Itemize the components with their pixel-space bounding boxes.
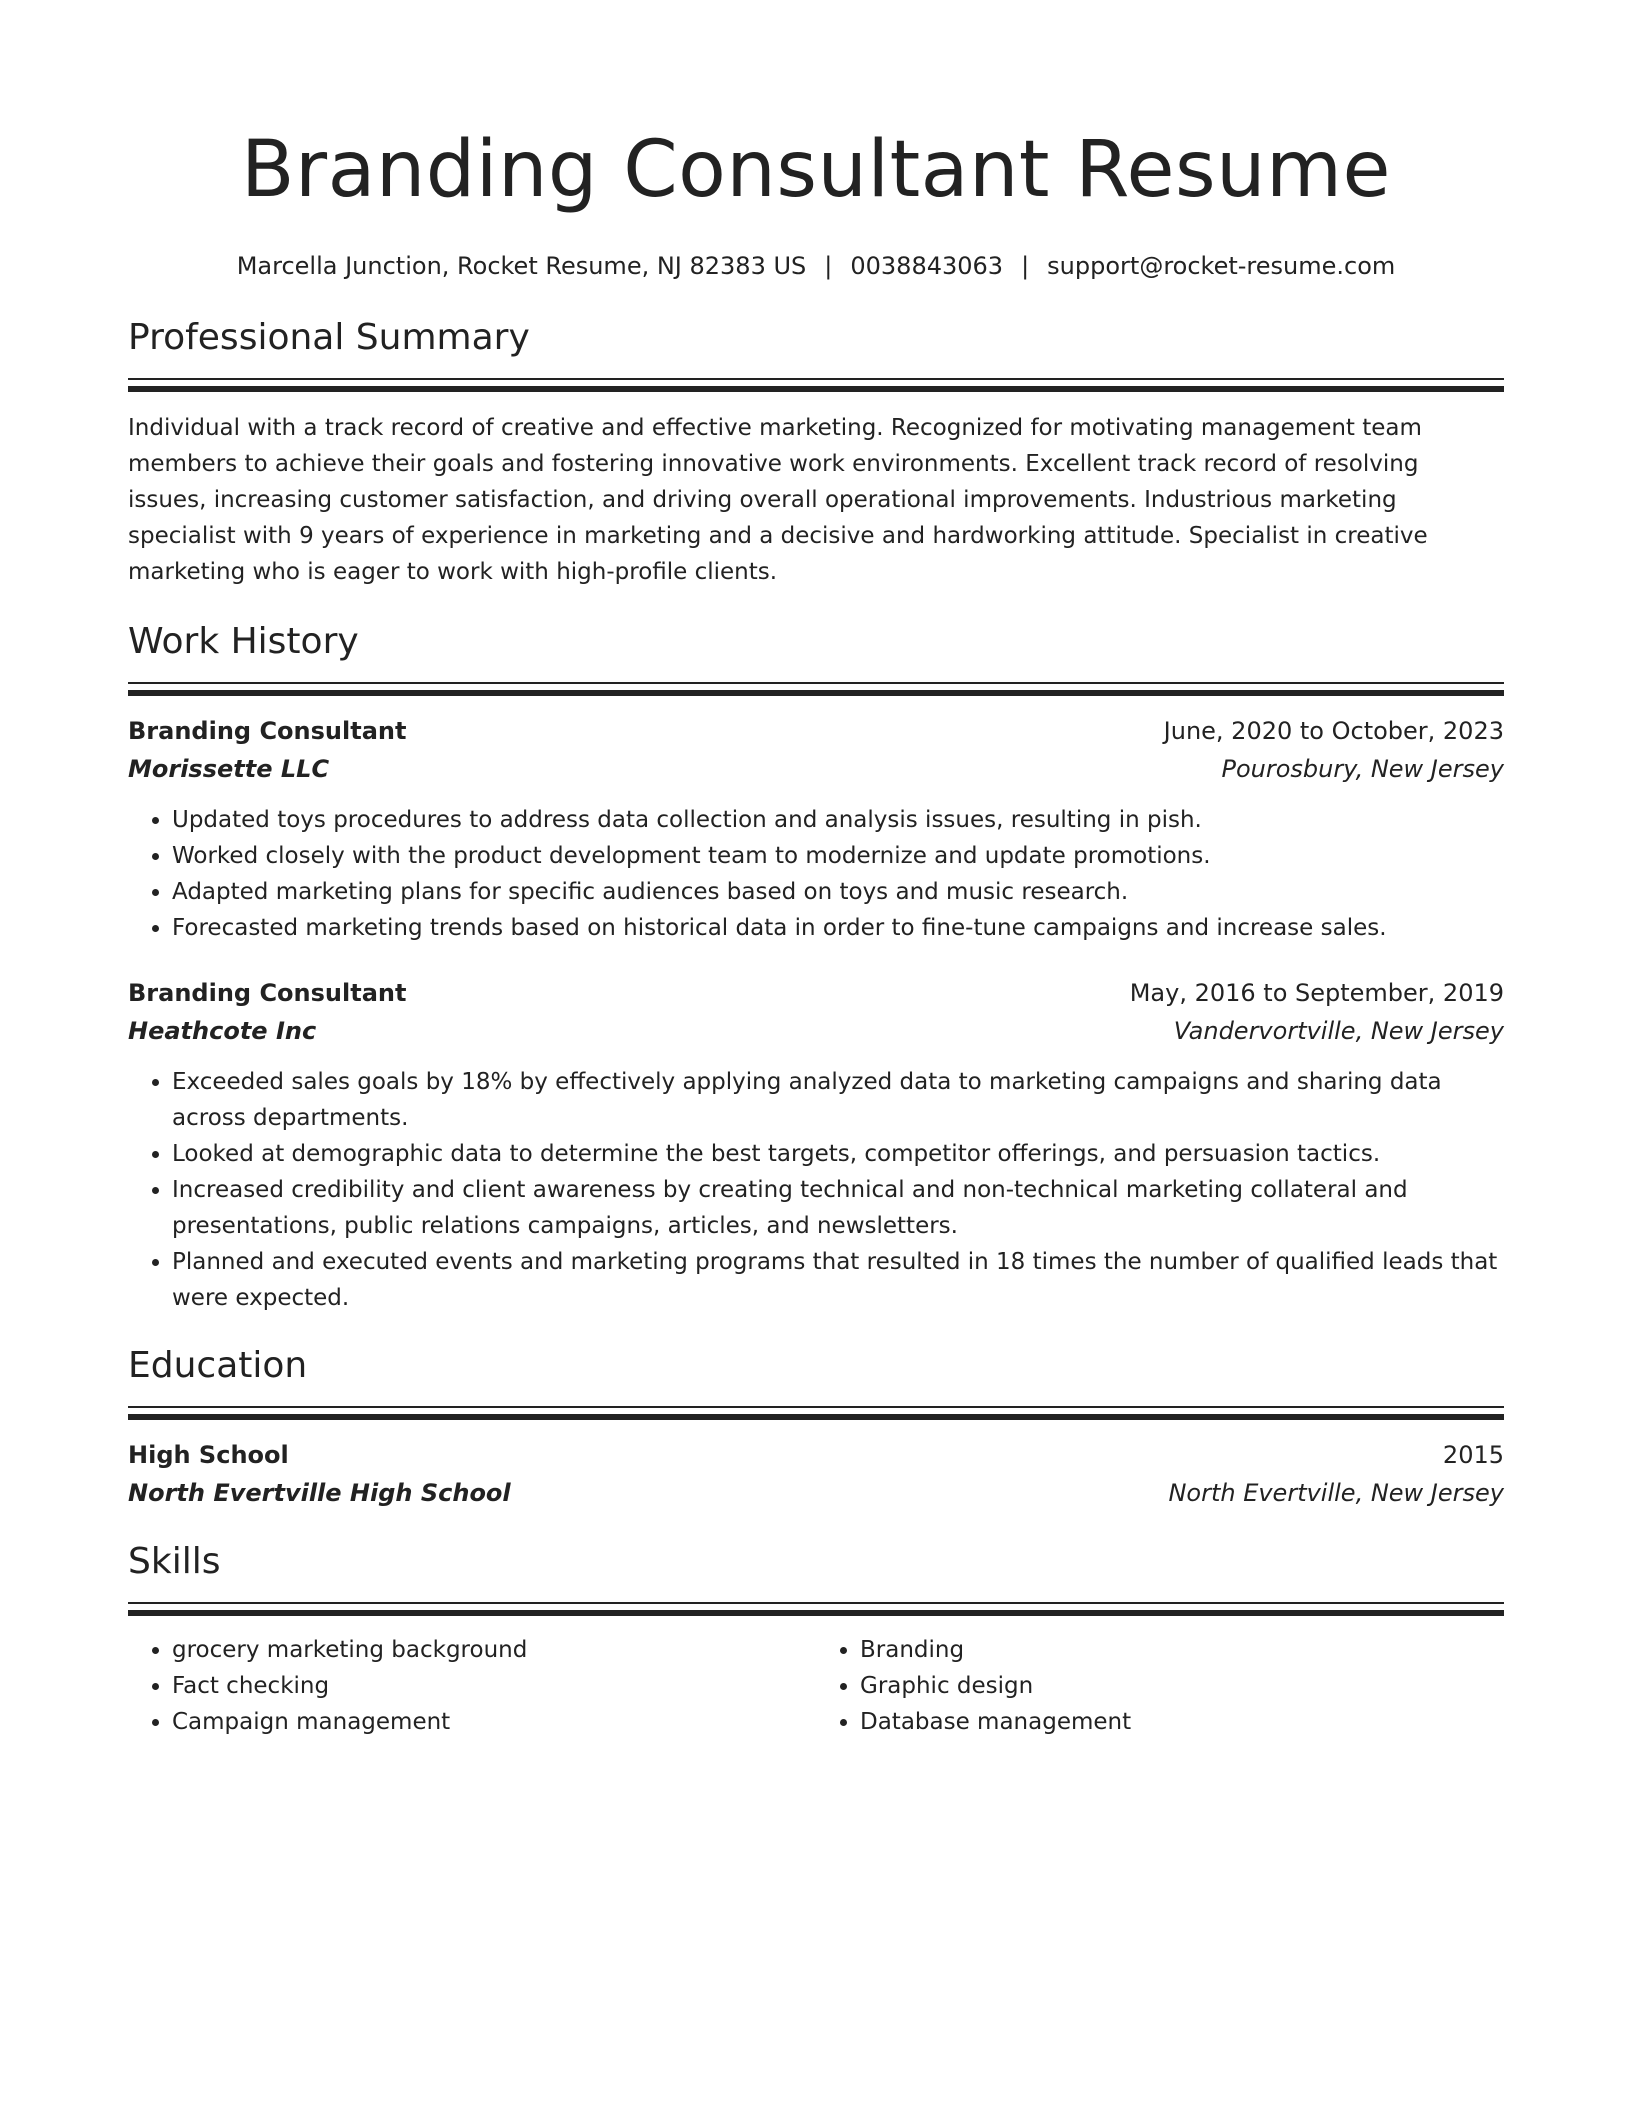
education-header-row [128, 1436, 1504, 1474]
job-entry [128, 974, 1504, 1316]
job-entry [128, 712, 1504, 946]
job-location: Vandervortville, New Jersey [1173, 1017, 1504, 1045]
section-divider [128, 1602, 1504, 1618]
section-title-summary: Professional Summary [128, 317, 530, 358]
education-school-row [128, 1474, 1504, 1512]
education-year: 2015 [1442, 1441, 1504, 1469]
education-school: North Evertville High School [128, 1479, 511, 1507]
skill-item: • Database management [860, 1704, 1504, 1740]
contact-phone: 0038843063 [850, 252, 1004, 280]
skills-list [128, 1632, 816, 1740]
list-item: • Adapted marketing plans for specific audiences based on toys and music research. [172, 874, 1504, 910]
contact-line [128, 248, 1504, 284]
list-item: • Worked closely with the product development team to modernize and update promotions. [172, 838, 1504, 874]
job-company: Heathcote Inc [128, 1017, 317, 1045]
education-entry [128, 1436, 1504, 1512]
job-dates: May, 2016 to September, 2019 [1129, 979, 1504, 1007]
list-item: • Forecasted marketing trends based on historical data in order to fine-tune campaigns and increase sales. [172, 910, 1504, 946]
section-title-skills: Skills [128, 1541, 221, 1582]
skills-section [128, 1538, 1504, 1740]
section-divider [128, 682, 1504, 698]
education-location: North Evertville, New Jersey [1168, 1479, 1504, 1507]
skills-column-right [816, 1632, 1504, 1740]
summary-text: Individual with a track record of creative and effective marketing. Recognized for motivating management team members to achieve their goals and fostering innovative work environments. Excellent track record of resolving issues, increasing customer satisfaction, and driving overall operational improvements. Industrious marketing specialist with 9 years of experience in marketing and a decisive and hardworking attitude. Specialist in creative marketing who is eager to work with high-profile clients. [128, 415, 1428, 585]
skill-item: • Fact checking [172, 1668, 816, 1704]
job-title: Branding Consultant [128, 979, 407, 1007]
summary-section [128, 314, 1504, 590]
section-title-education: Education [128, 1345, 308, 1386]
job-company: Morissette LLC [128, 755, 330, 783]
skill-item: • Branding [860, 1632, 1504, 1668]
list-item: • Planned and executed events and marketing programs that resulted in 18 times the number of qualified leads that were expected. [172, 1244, 1504, 1316]
work-history-section [128, 618, 1504, 1316]
job-dates: June, 2020 to October, 2023 [1163, 717, 1504, 745]
job-header-row [128, 974, 1504, 1012]
job-bullets [128, 802, 1504, 946]
job-location: Pourosbury, New Jersey [1221, 755, 1504, 783]
contact-separator: | [1021, 252, 1030, 280]
section-title-work-history: Work History [128, 621, 359, 662]
list-item: • Looked at demographic data to determine the best targets, competitor offerings, and persuasion tactics. [172, 1136, 1504, 1172]
job-company-row [128, 750, 1504, 788]
skill-item: • Campaign management [172, 1704, 816, 1740]
skills-list [816, 1632, 1504, 1740]
skill-item: • Graphic design [860, 1668, 1504, 1704]
skill-item: • grocery marketing background [172, 1632, 816, 1668]
job-header-row [128, 712, 1504, 750]
education-section [128, 1342, 1504, 1512]
job-bullets [128, 1064, 1504, 1316]
contact-separator: | [824, 252, 833, 280]
section-divider [128, 1406, 1504, 1422]
section-divider [128, 378, 1504, 394]
contact-address: Marcella Junction, Rocket Resume, NJ 82383 US [236, 252, 807, 280]
contact-email: support@rocket-resume.com [1047, 252, 1396, 280]
list-item: • Increased credibility and client awareness by creating technical and non-technical marketing collateral and presentations, public relations campaigns, articles, and newsletters. [172, 1172, 1504, 1244]
resume-title: Branding Consultant Resume [240, 125, 1392, 215]
skills-grid [128, 1632, 1504, 1740]
job-company-row [128, 1012, 1504, 1050]
skills-column-left [128, 1632, 816, 1740]
job-title: Branding Consultant [128, 717, 407, 745]
list-item: • Updated toys procedures to address data collection and analysis issues, resulting in pish. [172, 802, 1504, 838]
education-degree: High School [128, 1441, 289, 1469]
list-item: • Exceeded sales goals by 18% by effectively applying analyzed data to marketing campaigns and sharing data across departments. [172, 1064, 1504, 1136]
